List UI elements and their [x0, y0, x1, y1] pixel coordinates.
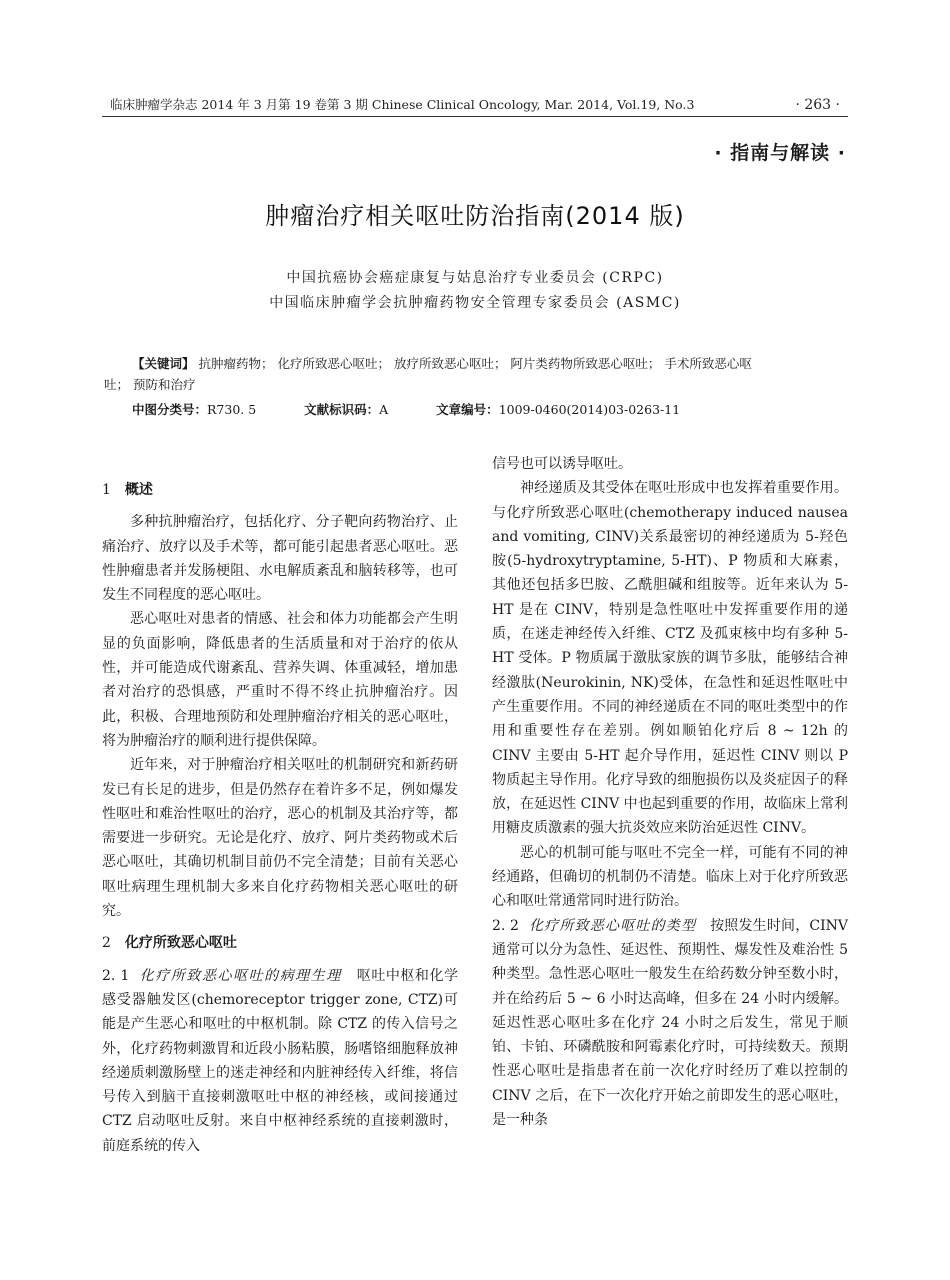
page-number: · 263 · — [795, 97, 840, 113]
paragraph: 信号也可以诱导呕吐。 — [492, 456, 632, 472]
paragraph: 近年来，对于肿瘤治疗相关呕吐的机制研究和新药研发已有长足的进步，但是仍然存在着许多不足，例如爆发性呕吐和难治性呕吐的治疗，恶心的机制及其治疗等，都需要进一步研究。无论是化疗、放疗、阿片类药物或术后恶心呕吐，其确切机制目前仍不完全清楚；目前有关恶心呕吐病理生理机制大多来自化疗药物相关恶心呕吐的研究。 — [102, 757, 458, 920]
subsection-2-2-text: 按照发生时间，CINV 通常可以分为急性、延迟性、预期性、爆发性及难治性 5 种类型。急性恶心呕吐一般发生在给药数分钟至数小时，并在给药后 5 ~ 6 小时达高峰，但多在 24 小时内缓解。延迟性恶心呕吐多在化疗 24 小时之后发生，常见于顺铂、卡铂、环磷酰胺和阿霉素化疗时，可持续数天。预期性恶心呕吐是指患者在前一次化疗时经历了难以控制的 CINV 之后，在下一次化疗开始之前即发生的恶心呕吐，是一种条 — [492, 917, 848, 1129]
left-column — [102, 452, 458, 1158]
subsection-2-1 — [102, 964, 458, 1158]
section-1-title: 概述 — [124, 482, 153, 498]
section-1-heading — [102, 478, 458, 502]
authors — [0, 266, 950, 316]
subsection-2-1-text: 呕吐中枢和化学感受器触发区(chemoreceptor trigger zone, CTZ)可能是产生恶心和呕吐的中枢机制。除 CTZ 的传入信号之外，化疗药物刺激胃和近段小肠粘膜，肠嗜铬细胞释放神经递质刺激肠壁上的迷走神经和内脏神经传入纤维，将信号传入到脑干直接刺激呕吐中枢的神经核，或间接通过 CTZ 启动呕吐反射。来自中枢神经系统的直接刺激时，前庭系统的传入 — [102, 967, 459, 1154]
keywords-line-2: 吐； 预防和治疗 — [104, 377, 196, 392]
keywords-text-1: 抗肿瘤药物； 化疗所致恶心呕吐； 放疗所致恶心呕吐； 阿片类药物所致恶心呕吐； 手术所致恶心呕 — [198, 356, 752, 371]
article-number-value: 1009-0460(2014)03-0263-11 — [498, 402, 681, 417]
subsection-2-1-title: 化疗所致恶心呕吐的病理生理 — [139, 967, 342, 984]
classification-line — [104, 399, 848, 420]
paragraph: 多种抗肿瘤治疗，包括化疗、分子靶向药物治疗、止痛治疗、放疗以及手术等，都可能引起患者恶心呕吐。恶性肿瘤患者并发肠梗阻、水电解质紊乱和脑转移等，也可发生不同程度的恶心呕吐。 — [102, 514, 458, 604]
section-2-title: 化疗所致恶心呕吐 — [124, 935, 237, 952]
clc-value: R730. 5 — [207, 402, 257, 417]
subsection-2-2-title: 化疗所致恶心呕吐的类型 — [528, 917, 697, 934]
article-meta — [104, 353, 848, 420]
right-column — [492, 452, 848, 1132]
article-title: 肿瘤治疗相关呕吐防治指南(2014 版) — [265, 202, 685, 230]
paragraph: 恶心的机制可能与呕吐不完全一样，可能有不同的神经通路，但确切的机制仍不清楚。临床上对于化疗所致恶心和呕吐常通常同时进行防治。 — [492, 844, 848, 910]
running-header — [102, 94, 848, 117]
subsection-2-2 — [492, 914, 848, 1133]
article-number-label: 文章编号： — [436, 402, 499, 417]
keywords-line-1 — [104, 353, 848, 374]
paragraph: 恶心呕吐对患者的情感、社会和体力功能都会产生明显的负面影响，降低患者的生活质量和对于治疗的依从性，并可能造成代谢紊乱、营养失调、体重减轻，增加患者对治疗的恐惧感，严重时不得不终止抗肿瘤治疗。因此，积极、合理地预防和处理肿瘤治疗相关的恶心呕吐，将为肿瘤治疗的顺利进行提供保障。 — [102, 611, 458, 749]
doc-code-label: 文献标识码： — [304, 402, 380, 417]
subsection-2-2-number: 2. 2 — [492, 917, 519, 934]
section-2-number: 2 — [102, 935, 111, 952]
clc-label: 中图分类号： — [132, 402, 208, 417]
paragraph: 神经递质及其受体在呕吐形成中也发挥着重要作用。与化疗所致恶心呕吐(chemotherapy induced nausea and vomiting, CINV)关系最密切的神经递质为 5-羟色胺(5-hydroxytryptamine, 5-HT)、P 物质和大麻素，其他还包括多巴胺、乙酰胆碱和组胺等。近年来认为 5-HT 是在 CINV，特别是急性呕吐中发挥重要作用的递质，在迷走神经传入纤维、CTZ 及孤束核中均有多种 5-HT 受体。P 物质属于激肽家族的调节多肽，能够结合神经激肽(Neurokinin, NK)受体，在急性和延迟性呕吐中产生重要作用。不同的神经递质在不同的呕吐类型中的作用和重要性存在差别。例如顺铂化疗后 8 ~ 12h 的 CINV 主要由 5-HT 起介导作用，延迟性 CINV 则以 P 物质起主导作用。化疗导致的细胞损伤以及炎症因子的释放，在延迟性 CINV 中也起到重要的作用，故临床上常利用糖皮质激素的强大抗炎效应来防治延迟性 CINV。 — [492, 480, 848, 837]
author-org-2: 中国临床肿瘤学会抗肿瘤药物安全管理专家委员会 (ASMC) — [269, 295, 681, 311]
doc-code-value: A — [379, 402, 389, 417]
section-tag: · 指南与解读 · — [714, 142, 846, 164]
subsection-2-1-number: 2. 1 — [102, 967, 130, 984]
keywords-label: 【关键词】 — [132, 356, 195, 371]
journal-citation: 临床肿瘤学杂志 2014 年 3 月第 19 卷第 3 期 Chinese Clinical Oncology, Mar. 2014, Vol.19, No.3 — [110, 97, 695, 112]
author-org-1: 中国抗癌协会癌症康复与姑息治疗专业委员会 (CRPC) — [286, 270, 664, 286]
section-2-heading — [102, 931, 458, 955]
section-1-number: 1 — [102, 482, 111, 498]
